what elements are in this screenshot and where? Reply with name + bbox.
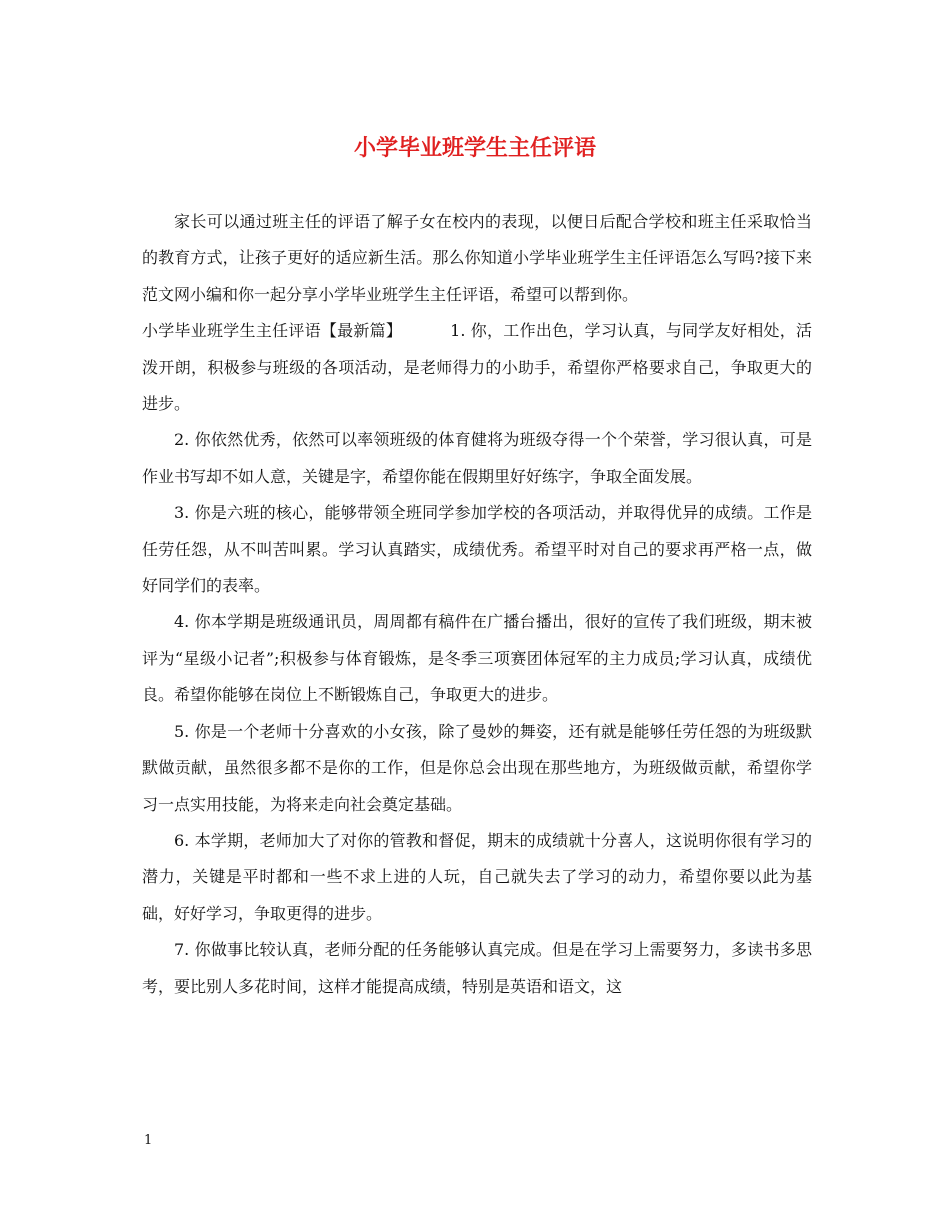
page-number: 1	[144, 1133, 153, 1148]
comment-1: 1. 你，工作出色，学习认真，与同学友好相处，活泼开朗，积极参与班级的各项活动，是老师得力的小助手，希望你严格要求自己，争取更大的进步。	[142, 321, 812, 414]
comment-2: 2. 你依然优秀，依然可以率领班级的体育健将为班级夺得一个个荣誉，学习很认真，可是作业书写却不如人意，关键是字，希望你能在假期里好好练字，争取全面发展。	[142, 430, 812, 486]
comment-5: 5. 你是一个老师十分喜欢的小女孩，除了曼妙的舞姿，还有就是能够任劳任怨的为班级默默做贡献，虽然很多都不是你的工作，但是你总会出现在那些地方，为班级做贡献，希望你学习一点实用技能，为将来走向社会奠定基础。	[142, 721, 812, 814]
comment-7: 7. 你做事比较认真，老师分配的任务能够认真完成。但是在学习上需要努力，多读书多思考，要比别人多花时间，这样才能提高成绩，特别是英语和语文，这	[142, 940, 812, 996]
comment-4: 4. 你本学期是班级通讯员，周周都有稿件在广播台播出，很好的宣传了我们班级，期末被评为“星级小记者”;积极参与体育锻炼，是冬季三项赛团体冠军的主力成员;学习认真，成绩优良。希望你能够在岗位上不断锻炼自己，争取更大的进步。	[142, 612, 812, 705]
comment-6: 6. 本学期，老师加大了对你的管教和督促，期末的成绩就十分喜人，这说明你很有学习的潜力，关键是平时都和一些不求上进的人玩，自己就失去了学习的动力，希望你要以此为基础，好好学习，争取更得的进步。	[142, 830, 812, 923]
intro-paragraph: 家长可以通过班主任的评语了解子女在校内的表现，以便日后配合学校和班主任采取恰当的教育方式，让孩子更好的适应新生活。那么你知道小学毕业班学生主任评语怎么写吗?接下来范文网小编和你一起分享小学毕业班学生主任评语，希望可以帮到你。	[142, 212, 812, 304]
document-body	[142, 204, 812, 1005]
comment-3: 3. 你是六班的核心，能够带领全班同学参加学校的各项活动，并取得优异的成绩。工作是任劳任怨，从不叫苦叫累。学习认真踏实，成绩优秀。希望平时对自己的要求再严格一点，做好同学们的表率。	[142, 503, 812, 596]
document-title: 小学毕业班学生主任评语	[353, 135, 596, 161]
section-paragraph	[142, 313, 812, 422]
section-heading: 小学毕业班学生主任评语【最新篇】	[142, 321, 403, 341]
